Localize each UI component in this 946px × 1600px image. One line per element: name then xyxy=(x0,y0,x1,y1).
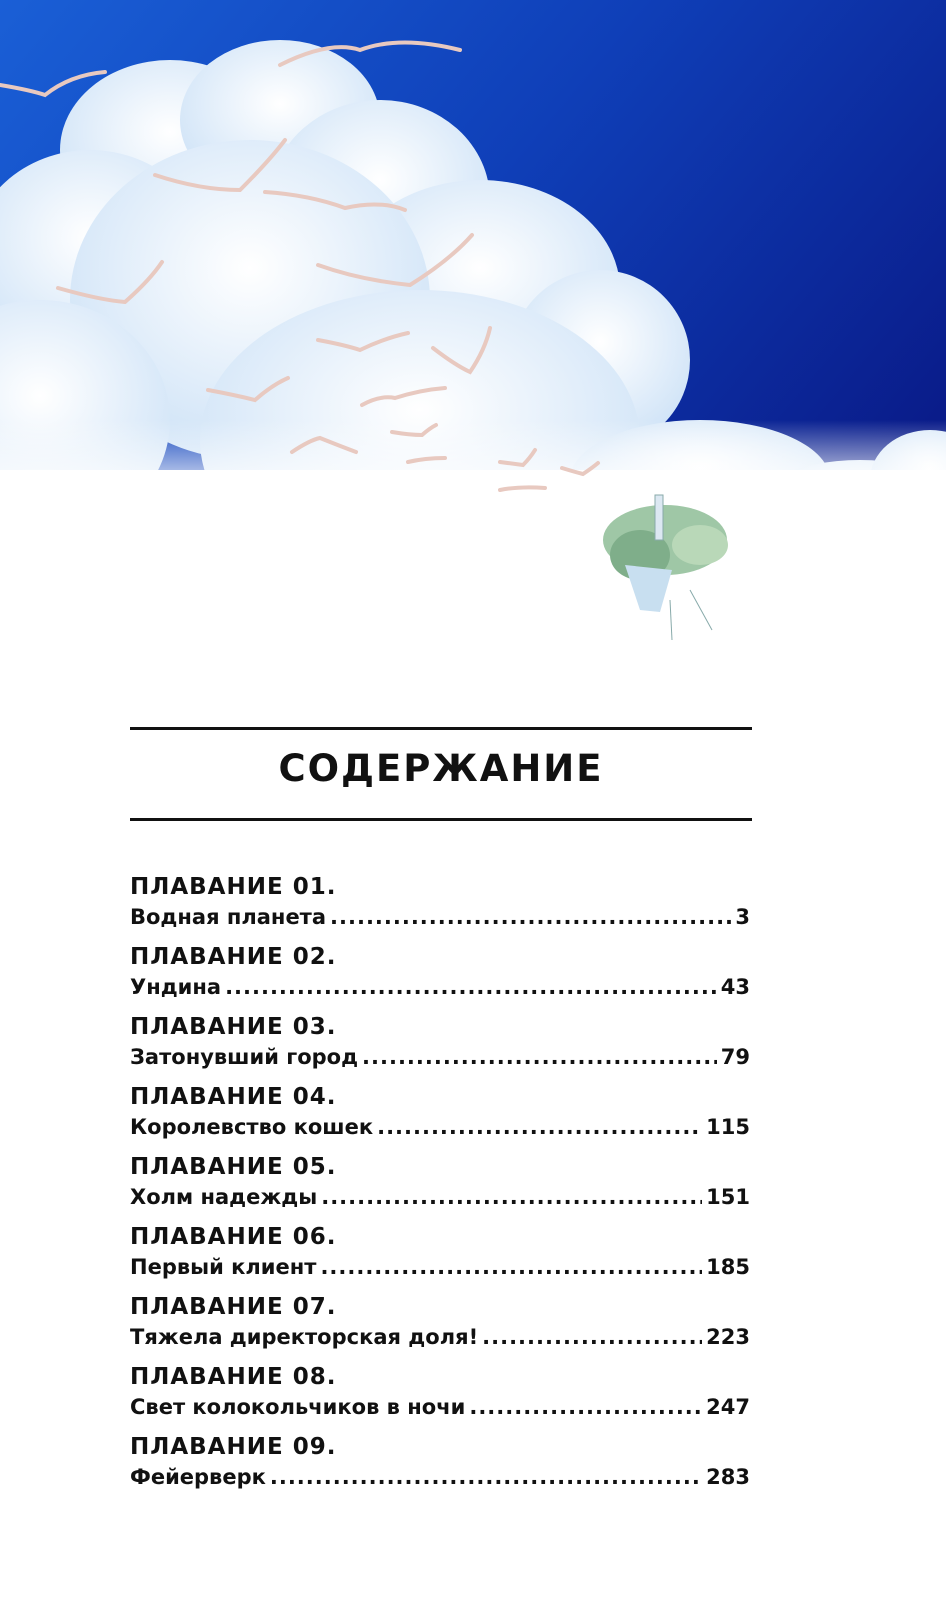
chapter-label: ПЛАВАНИЕ 06. xyxy=(130,1224,337,1250)
chapter-name: Королевство кошек xyxy=(130,1115,374,1139)
toc-entry[interactable] xyxy=(130,1082,750,1152)
chapter-line xyxy=(130,1042,750,1072)
chapter-label: ПЛАВАНИЕ 03. xyxy=(130,1014,337,1040)
chapter-label: ПЛАВАНИЕ 02. xyxy=(130,944,337,970)
chapter-name: Затонувший город xyxy=(130,1045,359,1069)
dot-leader xyxy=(320,1252,702,1282)
toc-header xyxy=(130,727,752,821)
dot-leader xyxy=(321,1182,702,1212)
chapter-name: Фейерверк xyxy=(130,1465,266,1489)
dot-leader xyxy=(469,1392,702,1422)
toc-entry[interactable] xyxy=(130,1432,750,1502)
dot-leader xyxy=(362,1042,717,1072)
chapter-label: ПЛАВАНИЕ 04. xyxy=(130,1084,337,1110)
toc-entry[interactable] xyxy=(130,872,750,942)
page-number: 185 xyxy=(706,1255,750,1279)
toc-entry[interactable] xyxy=(130,942,750,1012)
dot-leader xyxy=(270,1462,702,1492)
chapter-name: Свет колокольчиков в ночи xyxy=(130,1395,466,1419)
chapter-line xyxy=(130,1252,750,1282)
dot-leader xyxy=(330,902,731,932)
page-number: 151 xyxy=(706,1185,750,1209)
dot-leader xyxy=(482,1322,702,1352)
toc-entry[interactable] xyxy=(130,1362,750,1432)
page-number: 115 xyxy=(706,1115,750,1139)
toc-entry[interactable] xyxy=(130,1012,750,1082)
chapter-label: ПЛАВАНИЕ 09. xyxy=(130,1434,337,1460)
chapter-line xyxy=(130,902,750,932)
chapter-label: ПЛАВАНИЕ 08. xyxy=(130,1364,337,1390)
chapter-label: ПЛАВАНИЕ 07. xyxy=(130,1294,337,1320)
toc-list xyxy=(130,872,750,1502)
chapter-line xyxy=(130,1392,750,1422)
page-number: 247 xyxy=(706,1395,750,1419)
page-number: 3 xyxy=(735,905,750,929)
chapter-line xyxy=(130,1112,750,1142)
page-number: 79 xyxy=(720,1045,750,1069)
dot-leader xyxy=(377,1112,702,1142)
chapter-name: Первый клиент xyxy=(130,1255,317,1279)
dot-leader xyxy=(225,972,717,1002)
chapter-line xyxy=(130,1462,750,1492)
sky-illustration xyxy=(0,0,946,680)
toc-entry[interactable] xyxy=(130,1152,750,1222)
toc-title: СОДЕРЖАНИЕ xyxy=(278,747,604,790)
chapter-name: Ундина xyxy=(130,975,222,999)
chapter-name: Тяжела директорская доля! xyxy=(130,1325,479,1349)
page-number: 223 xyxy=(706,1325,750,1349)
chapter-label: ПЛАВАНИЕ 01. xyxy=(130,874,337,900)
chapter-name: Холм надежды xyxy=(130,1185,318,1209)
toc-entry[interactable] xyxy=(130,1222,750,1292)
page-number: 43 xyxy=(720,975,750,999)
chapter-line xyxy=(130,1322,750,1352)
page-number: 283 xyxy=(706,1465,750,1489)
toc-entry[interactable] xyxy=(130,1292,750,1362)
chapter-line xyxy=(130,972,750,1002)
chapter-name: Водная планета xyxy=(130,905,327,929)
chapter-label: ПЛАВАНИЕ 05. xyxy=(130,1154,337,1180)
chapter-line xyxy=(130,1182,750,1212)
